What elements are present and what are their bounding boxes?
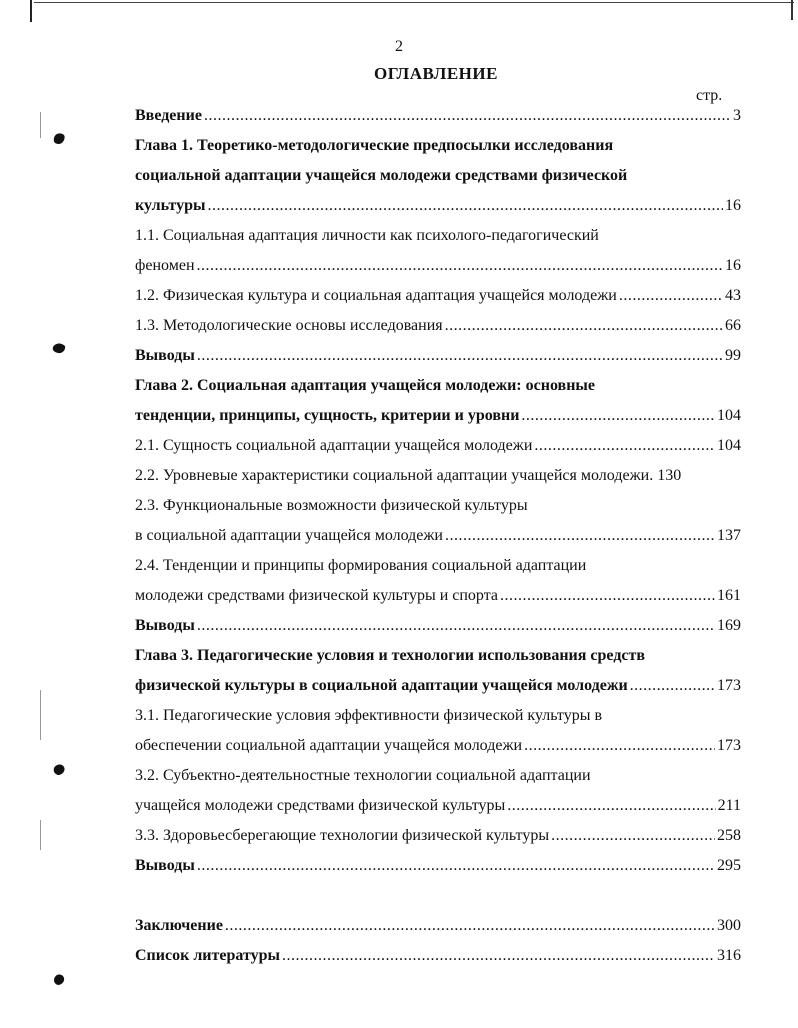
scan-edge-right [791, 0, 793, 20]
toc-entry [135, 614, 741, 638]
toc-entry [135, 554, 741, 578]
toc-entry-text: Список литературы [135, 947, 280, 964]
toc-entry [135, 944, 741, 968]
scan-edge-left [30, 0, 32, 22]
toc-entry-text: молодежи средствами физической культуры и спорта [135, 587, 498, 604]
toc-entry [135, 584, 741, 608]
toc-entry-text: Выводы [135, 857, 195, 874]
toc-entry [135, 764, 741, 788]
toc-entry [135, 374, 741, 398]
toc-entry [135, 914, 741, 938]
scan-margin-mark [40, 820, 41, 850]
toc-entry [135, 734, 741, 758]
page-title: ОГЛАВЛЕНИЕ [374, 64, 498, 83]
toc-entry [135, 494, 741, 518]
toc-entry-page: 43 [725, 287, 741, 304]
toc-entry [135, 674, 741, 698]
toc-entry [135, 464, 741, 488]
toc-entry [135, 404, 741, 428]
binding-hole-mark [52, 132, 66, 145]
toc-entry-text: 3.2. Субъектно-деятельностные технологии социальной адаптации [135, 767, 591, 784]
toc-entry-text: обеспечении социальной адаптации учащейся молодежи [135, 737, 523, 754]
toc-entry [135, 524, 741, 548]
toc-entry-text: 1.3. Методологические основы исследования [135, 317, 443, 334]
toc-entry-page: 3 [733, 107, 741, 124]
binding-hole-mark [52, 342, 66, 355]
toc-entry-text: 2.2. Уровневые характеристики социальной адаптации учащейся молодежи. [135, 467, 654, 484]
toc-entry-text: Введение [135, 107, 202, 124]
toc-entry [135, 644, 741, 668]
toc-entry-text: 1.1. Социальная адаптация личности как психолого-педагогический [135, 227, 599, 244]
toc-entry [135, 794, 741, 818]
toc-entry [135, 164, 741, 188]
toc-entry-page: 66 [725, 317, 741, 334]
toc-entry-text: Заключение [135, 917, 223, 934]
toc-entry-page: 316 [717, 947, 741, 964]
toc-entry [135, 824, 741, 848]
toc-entry-page: 211 [717, 797, 741, 814]
toc-entry-page: 104 [717, 407, 741, 424]
toc-entry [135, 284, 741, 308]
toc-entry [135, 314, 741, 338]
toc-entry-page: 130 [657, 467, 682, 484]
scan-edge-top [34, 2, 794, 3]
toc-entry-text: 2.1. Сущность социальной адаптации учащейся молодежи [135, 437, 533, 454]
toc-entry-text: 2.3. Функциональные возможности физической культуры [135, 497, 528, 514]
toc-entry-text: Глава 1. Теоретико-методологические предпосылки исследования [135, 137, 614, 154]
toc-entry-page: 99 [725, 347, 741, 364]
toc-entry-text: культуры [135, 197, 206, 214]
toc-entry-page: 16 [725, 197, 741, 214]
binding-hole-mark [52, 973, 66, 986]
toc-entry [135, 854, 741, 878]
toc-entry-page: 173 [717, 677, 741, 694]
toc-entry-text: физической культуры в социальной адаптации учащейся молодежи [135, 677, 628, 694]
scan-margin-mark [40, 690, 41, 740]
toc-entry-page: 16 [725, 257, 741, 274]
toc-entry [135, 224, 741, 248]
toc-entry-page: 295 [717, 857, 741, 874]
toc-entry [135, 134, 741, 158]
toc-entry-page: 161 [717, 587, 741, 604]
toc-entry-page: 173 [717, 737, 741, 754]
toc-entry-text: 3.3. Здоровьесберегающие технологии физической культуры [135, 827, 550, 844]
toc-entry-text: Выводы [135, 617, 195, 634]
toc-entry-page: 300 [717, 917, 741, 934]
toc-entry-page: 137 [717, 527, 741, 544]
toc-entry [135, 104, 741, 128]
toc-entry [135, 434, 741, 458]
toc-entry [135, 194, 741, 218]
toc-entry-text: тенденции, принципы, сущность, критерии и уровни [135, 407, 520, 424]
page-number: 2 [395, 38, 403, 55]
toc-entry-text: 2.4. Тенденции и принципы формирования социальной адаптации [135, 557, 587, 574]
toc-entry-text: 3.1. Педагогические условия эффективности физической культуры в [135, 707, 603, 724]
toc-entry [135, 704, 741, 728]
toc-entry-text: учащейся молодежи средствами физической культуры [135, 797, 506, 814]
toc-entry-text: феномен [135, 257, 195, 274]
toc-entry-text: социальной адаптации учащейся молодежи средствами физической [135, 167, 628, 184]
toc-entry-text: Глава 2. Социальная адаптация учащейся молодежи: основные [135, 377, 596, 394]
toc-entry-text: Выводы [135, 347, 195, 364]
toc-entry-text: 1.2. Физическая культура и социальная адаптация учащейся молодежи [135, 287, 617, 304]
scan-margin-mark [40, 112, 41, 138]
toc-entry [135, 344, 741, 368]
toc-entry-page: 104 [717, 437, 741, 454]
toc-entry-text: Глава 3. Педагогические условия и технологии использования средств [135, 647, 646, 664]
toc-entry-text: в социальной адаптации учащейся молодежи [135, 527, 443, 544]
page-column-label: стр. [696, 87, 723, 104]
toc-entry-page: 258 [717, 827, 741, 844]
toc-entry-page: 169 [717, 617, 741, 634]
binding-hole-mark [52, 763, 66, 776]
toc-entry [135, 254, 741, 278]
